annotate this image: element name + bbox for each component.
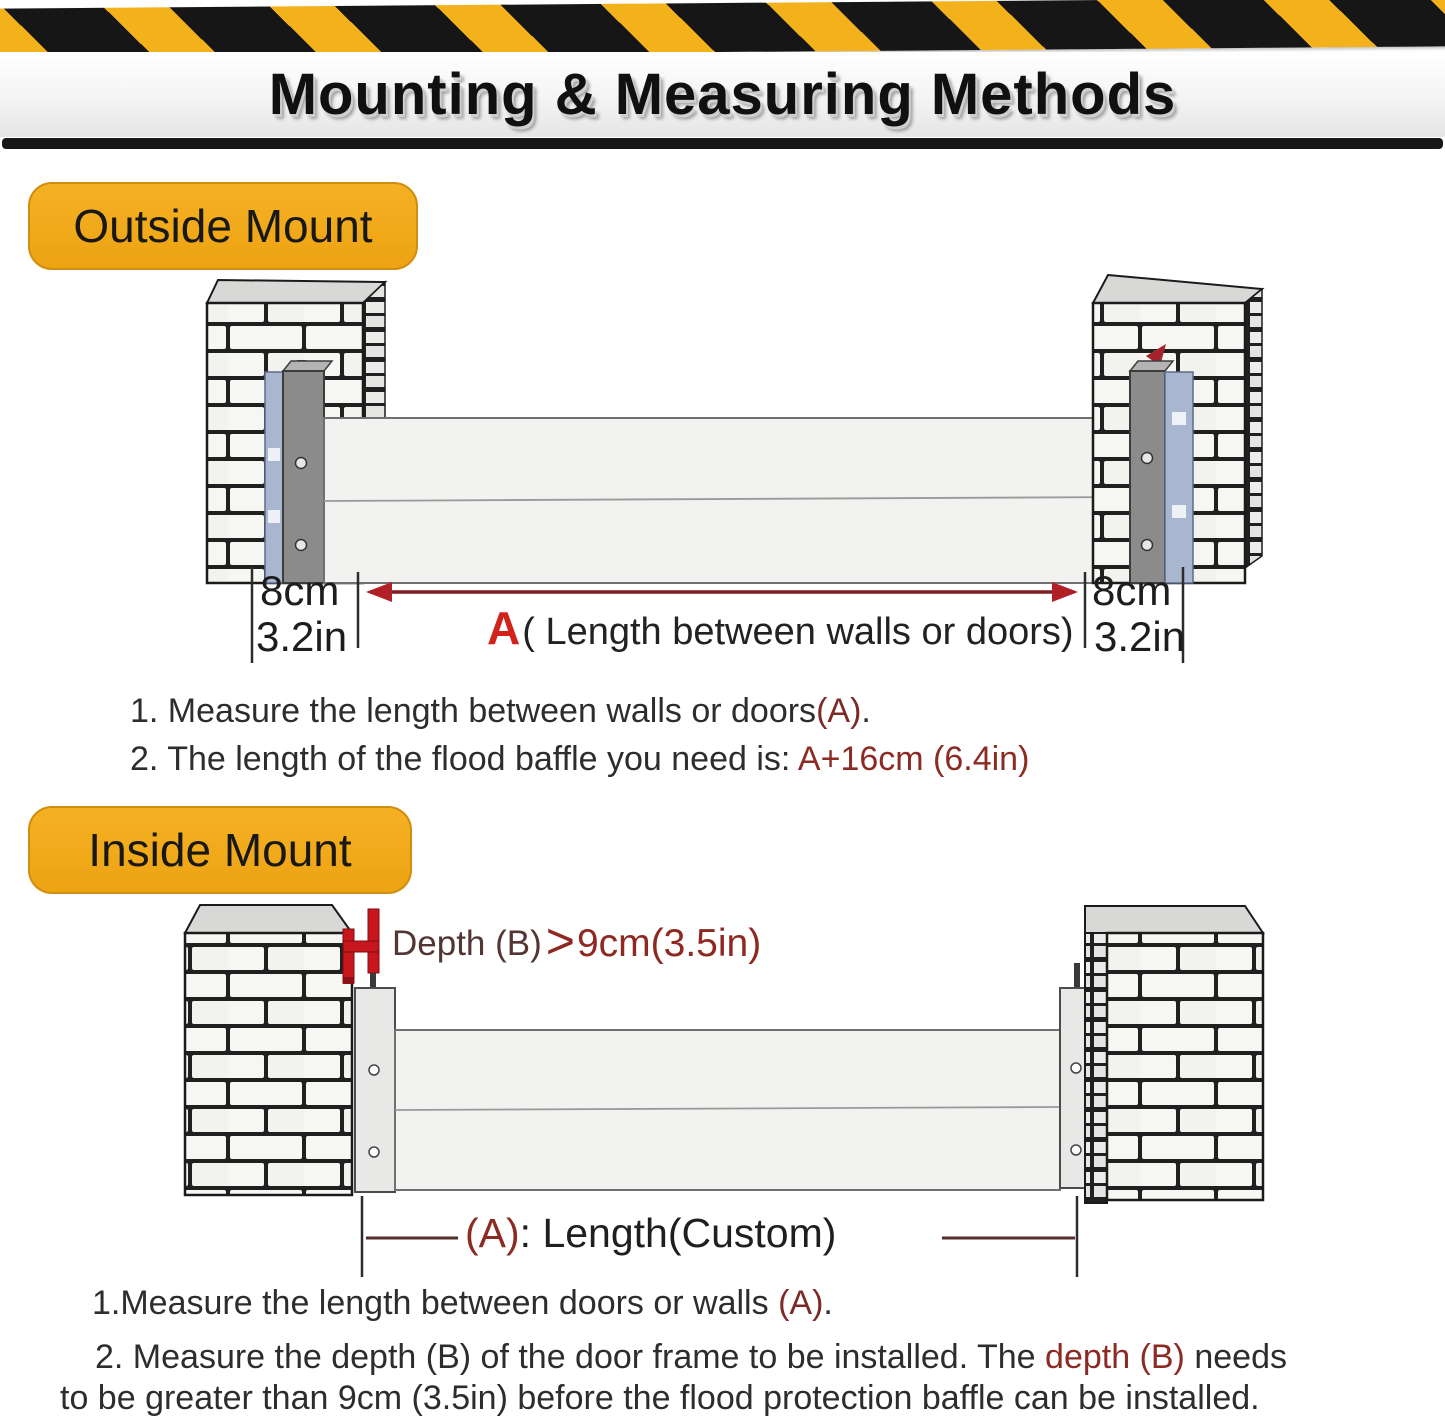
- left-seal-plate: [265, 372, 283, 583]
- screw-hole: [1071, 1063, 1081, 1073]
- dimension-left-in: 3.2in: [256, 613, 348, 660]
- header-divider-bar: [2, 138, 1443, 149]
- screw-hole: [296, 540, 307, 551]
- inside-step-2-line1: 2. Measure the depth (B) of the door frame to be installed. The depth (B) needs: [95, 1338, 1287, 1376]
- outside-step-2: 2. The length of the flood baffle you need is: A+16cm (6.4in): [130, 740, 1030, 778]
- dimension-right-cm: 8cm: [1092, 567, 1172, 614]
- dimension-span-label: [487, 601, 1074, 655]
- inside-step-2-line2: to be greater than 9cm (3.5in) before the flood protection baffle can be installed.: [60, 1379, 1260, 1417]
- inside-mount-label-text: Inside Mount: [88, 824, 352, 876]
- page-title: Mounting & Measuring Methods: [268, 62, 1177, 127]
- dimension-left-cm: 8cm: [260, 567, 340, 614]
- outside-step-1: 1. Measure the length between walls or doors(A).: [130, 692, 871, 730]
- flood-baffle-formula: A+16cm (6.4in): [797, 740, 1030, 778]
- screw-hole: [1071, 1145, 1081, 1155]
- inside-left-pillar: [185, 905, 352, 1195]
- hazard-tape-banner: [0, 0, 1445, 56]
- depth-marker-bracket: [343, 909, 379, 990]
- dimension-right-in: 3.2in: [1094, 613, 1186, 660]
- inside-left-bracket: [355, 988, 395, 1192]
- right-seal-plate: [1165, 372, 1193, 583]
- inside-dimension-label: (A): Length(Custom): [465, 1210, 837, 1256]
- screw-hole: [296, 458, 307, 469]
- outside-mount-label-text: Outside Mount: [73, 200, 373, 252]
- screw-hole: [369, 1147, 379, 1157]
- span-label-text: ( Length between walls or doors): [522, 611, 1074, 653]
- title-banner: [0, 52, 1445, 137]
- depth-requirement-note: Depth (B) > 9cm(3.5in): [392, 913, 762, 969]
- left-mounting-bracket: [265, 360, 332, 583]
- greater-than-symbol: >: [545, 913, 575, 969]
- flood-barrier-panel: [324, 418, 1130, 583]
- hazard-stripes: [0, 0, 1445, 56]
- inside-step-1: 1.Measure the length between doors or walls (A).: [92, 1284, 833, 1322]
- inside-right-pillar: [1085, 906, 1263, 1203]
- right-mounting-bracket: [1130, 344, 1193, 583]
- span-letter: A: [487, 602, 521, 654]
- screw-hole: [1142, 540, 1153, 551]
- inside-mount-label: [28, 806, 412, 894]
- screw-hole: [369, 1065, 379, 1075]
- inside-barrier-panel: [395, 1030, 1060, 1190]
- bracket-pin: [1074, 963, 1080, 989]
- screw-hole: [1142, 453, 1153, 464]
